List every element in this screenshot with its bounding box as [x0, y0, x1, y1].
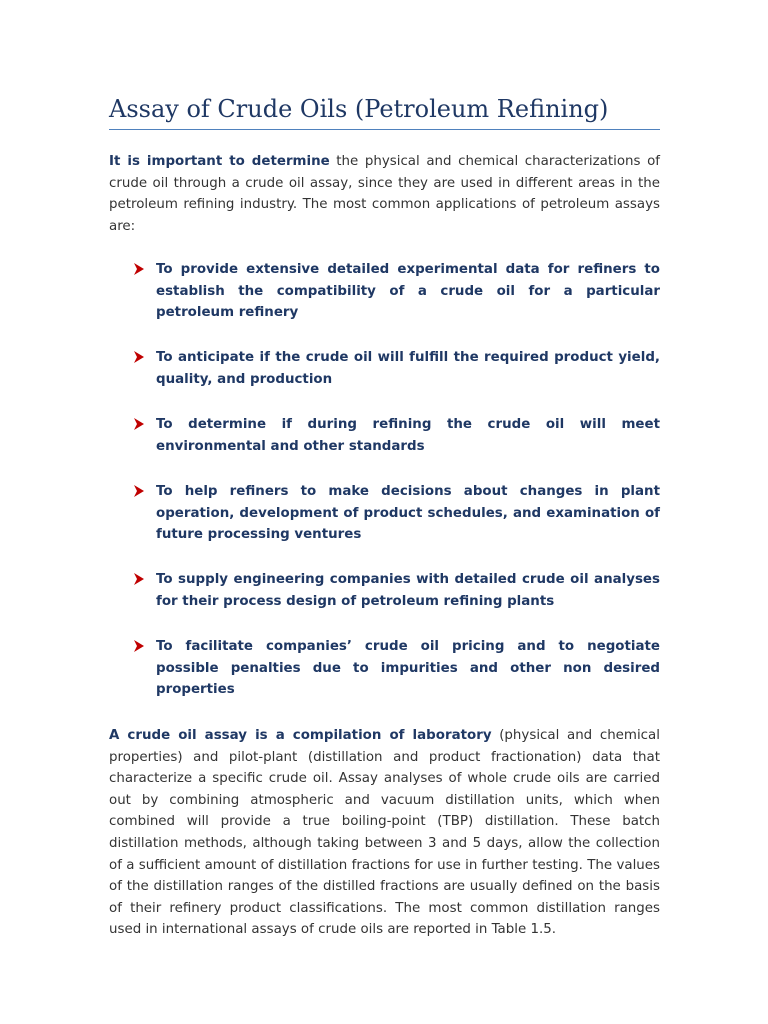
closing-paragraph: [109, 725, 660, 941]
page-title: Assay of Crude Oils (Petroleum Refining): [109, 95, 609, 123]
arrowhead-bullet-icon: [133, 262, 145, 276]
intro-text: the physical and chemical characterizations of crude oil through a crude oil assay, since they are used in different areas in the petroleum refining industry. The most common applications of petroleum assays are:: [109, 154, 660, 234]
closing-text: (physical and chemical properties) and pilot-plant (distillation and product fractionation) data that characterize a specific crude oil. Assay analyses of whole crude oils are carried out by combining atmospheric and vacuum distillation units, which when combined will provide a true boiling-point (TBP) distillation. These batch distillation methods, although taking between 3 and 5 days, allow the collection of a sufficient amount of distillation fractions for use in further testing. The values of the distillation ranges of the distilled fractions are usually defined on the basis of their refinery product classifications. The most common distillation ranges used in international assays of crude oils are reported in Table 1.5.: [109, 728, 660, 938]
list-item-text: To anticipate if the crude oil will fulfill the required product yield, quality, and production: [156, 350, 660, 387]
arrowhead-bullet-icon: [133, 417, 145, 431]
list-item-text: To supply engineering companies with detailed crude oil analyses for their process design of petroleum refining plants: [156, 572, 660, 609]
list-item-text: To provide extensive detailed experimental data for refiners to establish the compatibility of a crude oil for a particular petroleum refinery: [156, 262, 660, 321]
closing-lead: A crude oil assay is a compilation of laboratory: [109, 728, 492, 743]
list-item-text: To determine if during refining the crude oil will meet environmental and other standards: [156, 417, 660, 454]
arrowhead-bullet-icon: [133, 572, 145, 586]
arrowhead-bullet-icon: [133, 639, 145, 653]
list-item-text: To help refiners to make decisions about changes in plant operation, development of product schedules, and examination of future processing ventures: [156, 484, 660, 543]
intro-paragraph: [109, 151, 660, 237]
arrowhead-bullet-icon: [133, 484, 145, 498]
list-item-text: To facilitate companies’ crude oil pricing and to negotiate possible penalties due to impurities and other non desired properties: [156, 639, 660, 698]
title-underline: [109, 129, 660, 130]
arrowhead-bullet-icon: [133, 350, 145, 364]
intro-lead: It is important to determine: [109, 154, 330, 169]
